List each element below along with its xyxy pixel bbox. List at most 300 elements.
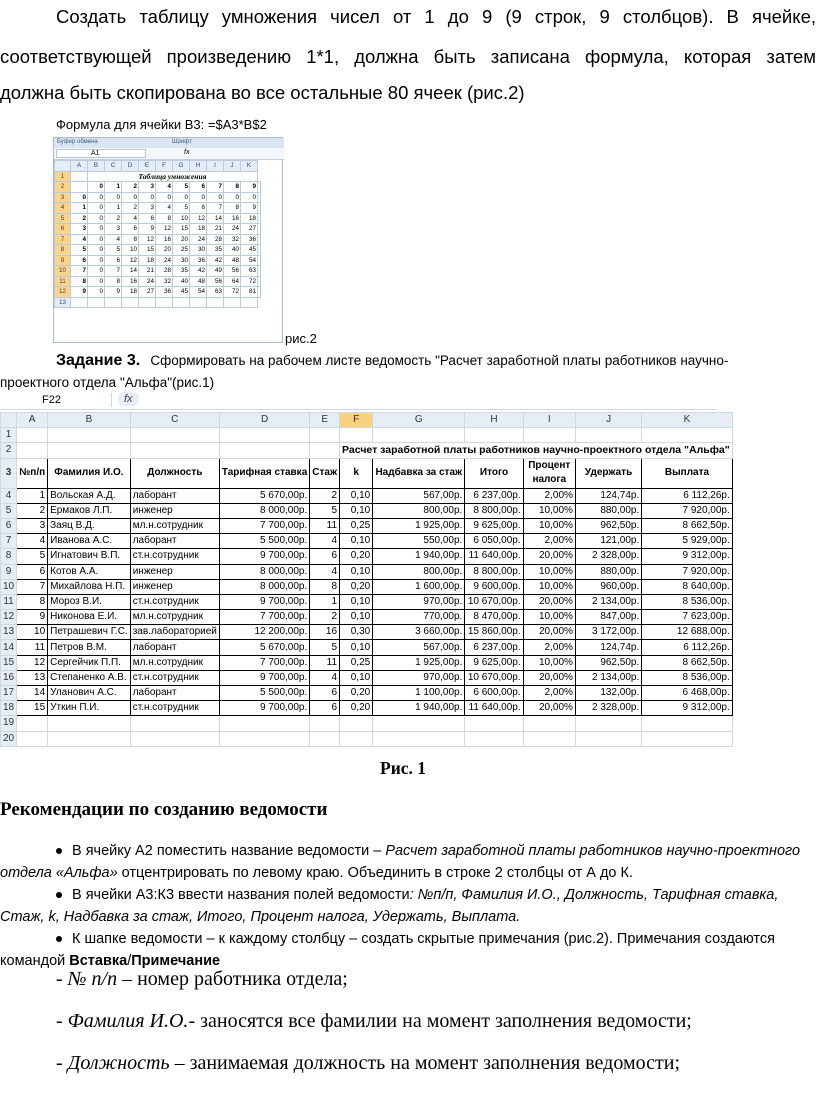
ribbon-font-group[interactable]: Шрифт: [172, 139, 192, 145]
cell[interactable]: [258, 224, 261, 235]
cell[interactable]: ст.н.сотрудник: [130, 670, 219, 685]
cell[interactable]: [130, 443, 219, 458]
cell[interactable]: 25: [173, 245, 190, 256]
header-cell[interactable]: Тарифная ставка: [219, 458, 309, 488]
cell[interactable]: [258, 255, 261, 266]
cell[interactable]: 28: [207, 234, 224, 245]
cell[interactable]: 30: [190, 245, 207, 256]
cell[interactable]: 63: [241, 266, 258, 277]
cell[interactable]: 4: [17, 534, 48, 549]
cell[interactable]: 0: [156, 192, 173, 203]
cell[interactable]: [523, 716, 575, 731]
row-header[interactable]: 9: [1, 564, 17, 579]
cell[interactable]: 10: [17, 625, 48, 640]
cell[interactable]: 24: [224, 224, 241, 235]
cell[interactable]: Уланович А.С.: [48, 686, 131, 701]
cell[interactable]: Уткин П.И.: [48, 701, 131, 716]
cell[interactable]: 567,00р.: [373, 640, 465, 655]
cell[interactable]: 1 940,00р.: [373, 701, 465, 716]
cell[interactable]: 9: [71, 287, 88, 298]
cell[interactable]: 15: [17, 701, 48, 716]
cell[interactable]: [258, 245, 261, 256]
column-header[interactable]: J: [575, 413, 641, 428]
cell[interactable]: [71, 171, 88, 182]
cell[interactable]: [258, 276, 261, 287]
cell[interactable]: 48: [224, 255, 241, 266]
column-header[interactable]: J: [224, 161, 241, 172]
cell[interactable]: 0: [207, 192, 224, 203]
header-cell[interactable]: Процент налога: [523, 458, 575, 488]
cell[interactable]: 11: [310, 655, 340, 670]
cell[interactable]: Заяц В.Д.: [48, 518, 131, 533]
cell[interactable]: мл.н.сотрудник: [130, 655, 219, 670]
cell[interactable]: 35: [173, 266, 190, 277]
cell[interactable]: 550,00р.: [373, 534, 465, 549]
cell[interactable]: 6: [310, 549, 340, 564]
row-header[interactable]: 8: [1, 549, 17, 564]
cell[interactable]: [219, 731, 309, 746]
cell[interactable]: 0: [88, 287, 105, 298]
name-box[interactable]: A1: [56, 149, 146, 158]
cell[interactable]: [48, 716, 131, 731]
cell[interactable]: 18: [190, 224, 207, 235]
cell[interactable]: 8 800,00р.: [465, 503, 523, 518]
cell[interactable]: 5: [173, 203, 190, 214]
cell[interactable]: 9 625,00р.: [465, 518, 523, 533]
cell[interactable]: 21: [207, 224, 224, 235]
cell[interactable]: инженер: [130, 564, 219, 579]
cell[interactable]: [465, 428, 523, 443]
cell[interactable]: 72: [241, 276, 258, 287]
cell[interactable]: [575, 716, 641, 731]
cell[interactable]: 11 640,00р.: [465, 701, 523, 716]
cell[interactable]: 20: [173, 234, 190, 245]
cell[interactable]: 24: [156, 255, 173, 266]
row-header[interactable]: 6: [1, 518, 17, 533]
cell[interactable]: [373, 731, 465, 746]
header-cell[interactable]: Итого: [465, 458, 523, 488]
cell[interactable]: 20,00%: [523, 549, 575, 564]
cell[interactable]: 18: [139, 255, 156, 266]
row-header[interactable]: 10: [1, 579, 17, 594]
cell[interactable]: 0: [88, 276, 105, 287]
row-header[interactable]: 17: [1, 686, 17, 701]
column-header[interactable]: B: [48, 413, 131, 428]
cell[interactable]: 880,00р.: [575, 564, 641, 579]
cell[interactable]: 20,00%: [523, 594, 575, 609]
cell[interactable]: 9 700,00р.: [219, 549, 309, 564]
cell[interactable]: 20: [156, 245, 173, 256]
cell[interactable]: 2,00%: [523, 640, 575, 655]
cell[interactable]: 24: [190, 234, 207, 245]
column-header[interactable]: C: [105, 161, 122, 172]
cell[interactable]: инженер: [130, 503, 219, 518]
cell[interactable]: 10: [173, 213, 190, 224]
cell[interactable]: 8 662,50р.: [642, 518, 733, 533]
cell[interactable]: 6: [71, 255, 88, 266]
column-header[interactable]: G: [373, 413, 465, 428]
row-header[interactable]: 13: [55, 297, 71, 308]
cell[interactable]: [241, 297, 258, 308]
cell[interactable]: 1 925,00р.: [373, 518, 465, 533]
cell[interactable]: 8: [122, 234, 139, 245]
cell[interactable]: 7 700,00р.: [219, 610, 309, 625]
cell[interactable]: 8: [105, 276, 122, 287]
cell[interactable]: [88, 297, 105, 308]
cell[interactable]: 6: [190, 203, 207, 214]
cell[interactable]: [48, 428, 131, 443]
cell[interactable]: 0: [88, 255, 105, 266]
cell[interactable]: 5 500,00р.: [219, 686, 309, 701]
column-header[interactable]: D: [122, 161, 139, 172]
cell[interactable]: [340, 716, 373, 731]
fx-icon[interactable]: fx: [184, 149, 190, 156]
cell[interactable]: 27: [241, 224, 258, 235]
cell[interactable]: [105, 297, 122, 308]
cell[interactable]: мл.н.сотрудник: [130, 518, 219, 533]
column-header[interactable]: A: [71, 161, 88, 172]
row-header[interactable]: 13: [1, 625, 17, 640]
cell[interactable]: [139, 297, 156, 308]
cell[interactable]: 7: [105, 266, 122, 277]
cell[interactable]: 6: [105, 255, 122, 266]
name-box-2[interactable]: F22: [2, 393, 112, 407]
cell[interactable]: 8 536,00р.: [642, 670, 733, 685]
row-header[interactable]: 12: [1, 610, 17, 625]
row-header[interactable]: 18: [1, 701, 17, 716]
cell[interactable]: 4: [71, 234, 88, 245]
cell[interactable]: [173, 297, 190, 308]
cell[interactable]: 800,00р.: [373, 503, 465, 518]
cell[interactable]: 6 600,00р.: [465, 686, 523, 701]
row-header[interactable]: 7: [1, 534, 17, 549]
cell[interactable]: 9: [105, 287, 122, 298]
cell[interactable]: [373, 716, 465, 731]
cell[interactable]: 0: [88, 234, 105, 245]
cell[interactable]: Сергейчик П.П.: [48, 655, 131, 670]
row-header[interactable]: 6: [55, 224, 71, 235]
cell[interactable]: 9 700,00р.: [219, 701, 309, 716]
cell[interactable]: [465, 716, 523, 731]
header-cell[interactable]: Удержать: [575, 458, 641, 488]
cell[interactable]: [642, 731, 733, 746]
cell[interactable]: 4: [156, 203, 173, 214]
cell[interactable]: [575, 428, 641, 443]
cell[interactable]: 3: [105, 224, 122, 235]
cell[interactable]: Котов А.А.: [48, 564, 131, 579]
column-header[interactable]: K: [241, 161, 258, 172]
cell[interactable]: 28: [156, 266, 173, 277]
header-cell[interactable]: Стаж: [310, 458, 340, 488]
cell[interactable]: 8: [17, 594, 48, 609]
cell[interactable]: 20,00%: [523, 625, 575, 640]
cell[interactable]: 8 000,00р.: [219, 503, 309, 518]
cell[interactable]: 0,10: [340, 564, 373, 579]
cell[interactable]: 8: [71, 276, 88, 287]
cell[interactable]: [642, 428, 733, 443]
row-header[interactable]: 16: [1, 670, 17, 685]
column-header[interactable]: E: [139, 161, 156, 172]
cell[interactable]: 7 700,00р.: [219, 518, 309, 533]
cell[interactable]: 40: [224, 245, 241, 256]
cell[interactable]: 13: [17, 670, 48, 685]
cell[interactable]: 0,10: [340, 534, 373, 549]
cell[interactable]: 16: [122, 276, 139, 287]
cell[interactable]: 0,20: [340, 549, 373, 564]
cell[interactable]: 4: [122, 213, 139, 224]
row-header[interactable]: 4: [55, 203, 71, 214]
cell[interactable]: [373, 428, 465, 443]
cell[interactable]: 0: [71, 192, 88, 203]
row-header[interactable]: 4: [1, 488, 17, 503]
row-header[interactable]: 20: [1, 731, 17, 746]
cell[interactable]: 132,00р.: [575, 686, 641, 701]
cell[interactable]: 0: [88, 245, 105, 256]
cell[interactable]: лаборант: [130, 686, 219, 701]
cell[interactable]: 6: [122, 224, 139, 235]
cell[interactable]: Петрашевич Г.С.: [48, 625, 131, 640]
row-header[interactable]: 11: [55, 276, 71, 287]
cell[interactable]: 21: [139, 266, 156, 277]
cell[interactable]: 9 625,00р.: [465, 655, 523, 670]
cell[interactable]: 5 929,00р.: [642, 534, 733, 549]
cell[interactable]: [465, 731, 523, 746]
cell[interactable]: 9: [17, 610, 48, 625]
cell[interactable]: 3 172,00р.: [575, 625, 641, 640]
cell[interactable]: 0: [139, 192, 156, 203]
cell[interactable]: 2: [310, 488, 340, 503]
cell[interactable]: 567,00р.: [373, 488, 465, 503]
cell[interactable]: 6 468,00р.: [642, 686, 733, 701]
cell[interactable]: 800,00р.: [373, 564, 465, 579]
header-cell[interactable]: Должность: [130, 458, 219, 488]
cell[interactable]: [48, 443, 131, 458]
row-header[interactable]: 3: [55, 192, 71, 203]
cell[interactable]: [71, 297, 88, 308]
cell[interactable]: 880,00р.: [575, 503, 641, 518]
cell[interactable]: [224, 297, 241, 308]
cell[interactable]: 8 662,50р.: [642, 655, 733, 670]
cell[interactable]: 32: [156, 276, 173, 287]
table-title-cell[interactable]: Таблица умножения: [88, 171, 258, 182]
cell[interactable]: 16: [224, 213, 241, 224]
cell[interactable]: [523, 731, 575, 746]
cell[interactable]: 0,25: [340, 655, 373, 670]
cell[interactable]: 10,00%: [523, 564, 575, 579]
row-header[interactable]: 15: [1, 655, 17, 670]
cell[interactable]: Никонова Е.И.: [48, 610, 131, 625]
cell[interactable]: Иванова А.С.: [48, 534, 131, 549]
cell[interactable]: [17, 716, 48, 731]
cell[interactable]: 1 940,00р.: [373, 549, 465, 564]
cell[interactable]: [523, 428, 575, 443]
cell[interactable]: 9 700,00р.: [219, 670, 309, 685]
cell[interactable]: 64: [224, 276, 241, 287]
cell[interactable]: [310, 731, 340, 746]
cell[interactable]: 847,00р.: [575, 610, 641, 625]
cell[interactable]: 45: [173, 287, 190, 298]
cell[interactable]: 72: [224, 287, 241, 298]
cell[interactable]: [219, 443, 309, 458]
cell[interactable]: 9 312,00р.: [642, 701, 733, 716]
column-header[interactable]: F: [340, 413, 373, 428]
cell[interactable]: 56: [224, 266, 241, 277]
row-header[interactable]: 1: [55, 171, 71, 182]
cell[interactable]: 30: [173, 255, 190, 266]
cell[interactable]: 6: [139, 213, 156, 224]
cell[interactable]: 0: [88, 224, 105, 235]
cell[interactable]: [258, 287, 261, 298]
row-header[interactable]: 1: [1, 428, 17, 443]
cell[interactable]: 11 640,00р.: [465, 549, 523, 564]
cell[interactable]: 40: [173, 276, 190, 287]
cell[interactable]: 0: [241, 192, 258, 203]
cell[interactable]: [575, 731, 641, 746]
column-header[interactable]: [55, 161, 71, 172]
column-header[interactable]: K: [642, 413, 733, 428]
cell[interactable]: 970,00р.: [373, 594, 465, 609]
cell[interactable]: [258, 234, 261, 245]
cell[interactable]: 14: [122, 266, 139, 277]
cell[interactable]: 0,20: [340, 686, 373, 701]
cell[interactable]: 9 600,00р.: [465, 579, 523, 594]
cell[interactable]: [219, 716, 309, 731]
row-header[interactable]: 3: [1, 458, 17, 488]
cell[interactable]: 8 000,00р.: [219, 564, 309, 579]
cell[interactable]: 2: [71, 213, 88, 224]
cell[interactable]: 0,10: [340, 610, 373, 625]
cell[interactable]: 35: [207, 245, 224, 256]
row-header[interactable]: 7: [55, 234, 71, 245]
cell[interactable]: 14: [17, 686, 48, 701]
cell[interactable]: 2 328,00р.: [575, 701, 641, 716]
cell[interactable]: 8: [224, 203, 241, 214]
row-header[interactable]: 10: [55, 266, 71, 277]
cell[interactable]: 11: [310, 518, 340, 533]
cell[interactable]: 36: [190, 255, 207, 266]
cell[interactable]: [258, 213, 261, 224]
cell[interactable]: 2: [122, 203, 139, 214]
header-cell[interactable]: Надбавка за стаж: [373, 458, 465, 488]
cell[interactable]: 0: [88, 266, 105, 277]
cell[interactable]: 2,00%: [523, 488, 575, 503]
cell[interactable]: 8 536,00р.: [642, 594, 733, 609]
cell[interactable]: [130, 716, 219, 731]
cell[interactable]: 1: [71, 203, 88, 214]
cell[interactable]: [190, 297, 207, 308]
cell[interactable]: 2 328,00р.: [575, 549, 641, 564]
cell[interactable]: 49: [207, 266, 224, 277]
cell[interactable]: 2: [17, 503, 48, 518]
cell[interactable]: 0: [224, 192, 241, 203]
column-header[interactable]: E: [310, 413, 340, 428]
cell[interactable]: 5: [17, 549, 48, 564]
cell[interactable]: 962,50р.: [575, 655, 641, 670]
fx-icon-2[interactable]: fx: [118, 392, 139, 406]
row-header[interactable]: 14: [1, 640, 17, 655]
cell[interactable]: [258, 203, 261, 214]
sheet-title-cell[interactable]: Расчет заработной платы работников научно-проектного отдела "Альфа": [340, 443, 733, 458]
cell[interactable]: [130, 428, 219, 443]
column-header[interactable]: A: [17, 413, 48, 428]
column-header[interactable]: H: [190, 161, 207, 172]
cell[interactable]: [258, 266, 261, 277]
cell[interactable]: 3 660,00р.: [373, 625, 465, 640]
cell[interactable]: 5: [310, 640, 340, 655]
cell[interactable]: 5 670,00р.: [219, 640, 309, 655]
cell[interactable]: Степаненко А.В.: [48, 670, 131, 685]
header-cell[interactable]: 2: [122, 182, 139, 193]
cell[interactable]: 20,00%: [523, 670, 575, 685]
cell[interactable]: [258, 182, 261, 193]
cell[interactable]: [156, 297, 173, 308]
header-cell[interactable]: 3: [139, 182, 156, 193]
cell[interactable]: 7 623,00р.: [642, 610, 733, 625]
cell[interactable]: 1 925,00р.: [373, 655, 465, 670]
cell[interactable]: 4: [310, 534, 340, 549]
cell[interactable]: 3: [139, 203, 156, 214]
cell[interactable]: Петров В.М.: [48, 640, 131, 655]
cell[interactable]: ст.н.сотрудник: [130, 549, 219, 564]
cell[interactable]: 0: [88, 203, 105, 214]
cell[interactable]: [642, 716, 733, 731]
cell[interactable]: 48: [190, 276, 207, 287]
cell[interactable]: 11: [17, 640, 48, 655]
cell[interactable]: 4: [310, 564, 340, 579]
cell[interactable]: 9 312,00р.: [642, 549, 733, 564]
cell[interactable]: 0,10: [340, 640, 373, 655]
cell[interactable]: 5: [105, 245, 122, 256]
column-header[interactable]: F: [156, 161, 173, 172]
cell[interactable]: 0,10: [340, 503, 373, 518]
cell[interactable]: 15: [173, 224, 190, 235]
header-cell[interactable]: 6: [190, 182, 207, 193]
cell[interactable]: Мороз В.И.: [48, 594, 131, 609]
row-header[interactable]: 2: [1, 443, 17, 458]
cell[interactable]: 0,30: [340, 625, 373, 640]
cell[interactable]: 0: [105, 192, 122, 203]
cell[interactable]: [340, 428, 373, 443]
cell[interactable]: лаборант: [130, 488, 219, 503]
cell[interactable]: [219, 428, 309, 443]
cell[interactable]: инженер: [130, 579, 219, 594]
cell[interactable]: 10,00%: [523, 518, 575, 533]
cell[interactable]: [310, 428, 340, 443]
column-header[interactable]: D: [219, 413, 309, 428]
cell[interactable]: 20,00%: [523, 701, 575, 716]
cell[interactable]: 10,00%: [523, 503, 575, 518]
cell[interactable]: 0: [190, 192, 207, 203]
cell[interactable]: 10,00%: [523, 610, 575, 625]
cell[interactable]: [122, 297, 139, 308]
cell[interactable]: 3: [71, 224, 88, 235]
cell[interactable]: 4: [310, 670, 340, 685]
cell[interactable]: 970,00р.: [373, 670, 465, 685]
cell[interactable]: 7: [17, 579, 48, 594]
cell[interactable]: Михайлова Н.П.: [48, 579, 131, 594]
header-cell[interactable]: 5: [173, 182, 190, 193]
cell[interactable]: 54: [241, 255, 258, 266]
cell[interactable]: 16: [156, 234, 173, 245]
cell[interactable]: 2,00%: [523, 686, 575, 701]
cell[interactable]: 2: [310, 610, 340, 625]
cell[interactable]: 7: [71, 266, 88, 277]
cell[interactable]: 1: [17, 488, 48, 503]
cell[interactable]: 36: [241, 234, 258, 245]
cell[interactable]: 0,10: [340, 594, 373, 609]
cell[interactable]: 4: [105, 234, 122, 245]
cell[interactable]: [17, 731, 48, 746]
